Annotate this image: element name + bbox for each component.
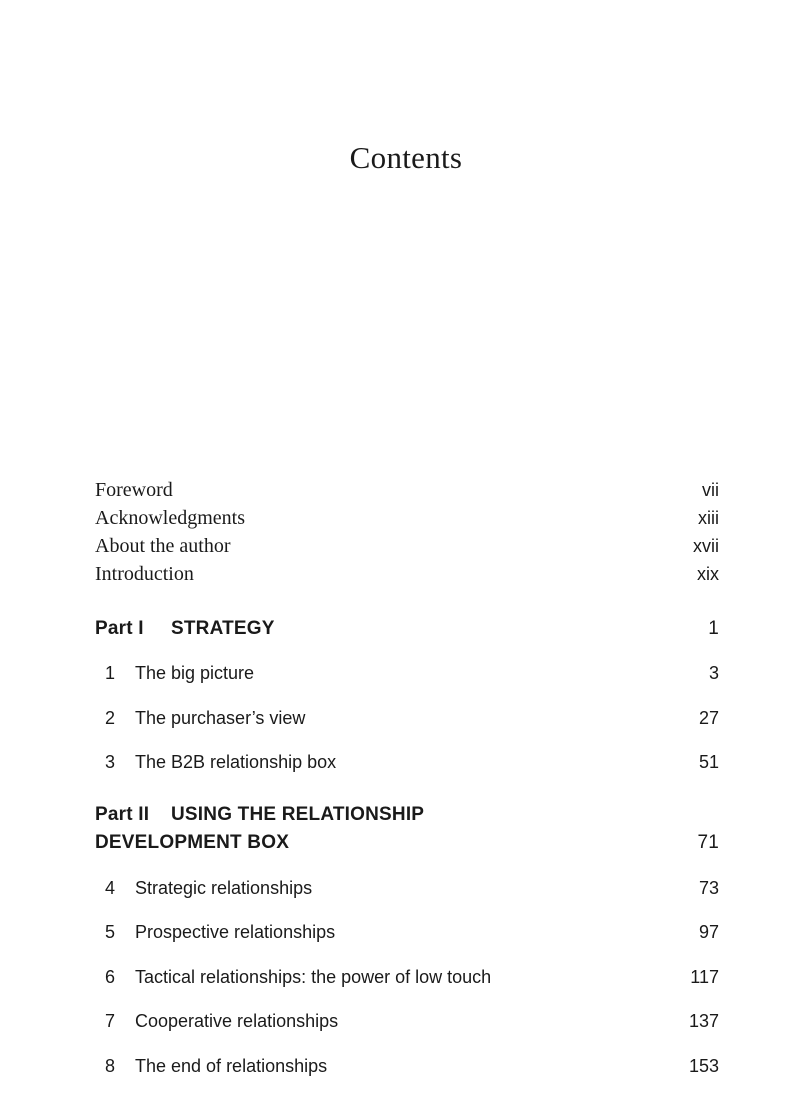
part-title (95, 614, 275, 644)
part-title-text: DEVELOPMENT BOX (95, 832, 290, 853)
chapter-number: 1 (104, 663, 115, 683)
chapter-title: The big picture (135, 663, 255, 683)
toc-entry-page: xix (697, 564, 719, 584)
toc-chapter (95, 1051, 719, 1081)
chapter-title: The purchaser’s view (135, 708, 306, 728)
chapter-number: 4 (104, 878, 115, 898)
chapter-title: Tactical relationships: the power of low touch (135, 967, 492, 987)
toc-entry-page: 97 (698, 922, 719, 942)
page-title: Contents (349, 140, 463, 175)
part-title (95, 800, 424, 830)
toc-entry-page: 137 (688, 1011, 719, 1031)
toc-entry-about-author (95, 531, 719, 561)
toc-entry-page: 3 (708, 663, 719, 683)
toc-entry-label: Foreword (95, 479, 173, 501)
toc-chapter (95, 873, 719, 903)
toc-entry-page: 73 (698, 878, 719, 898)
toc-entry-page: 27 (698, 708, 719, 728)
part-title-text: USING THE RELATIONSHIP (171, 804, 425, 825)
toc-chapter (95, 1006, 719, 1036)
toc-chapter (95, 658, 719, 688)
toc-entry-page: 153 (688, 1056, 719, 1076)
part-number: Part II (95, 804, 150, 825)
toc-part-heading (95, 800, 719, 830)
toc-entry-acknowledgments (95, 503, 719, 533)
toc-entry-page: vii (702, 480, 719, 500)
toc-entry-foreword (95, 475, 719, 505)
toc-entry-page: 51 (698, 752, 719, 772)
toc-chapter (95, 747, 719, 777)
chapter-title: The end of relationships (135, 1056, 328, 1076)
toc-chapter (95, 703, 719, 733)
part-title-text: STRATEGY (171, 618, 275, 639)
chapter-number: 8 (104, 1056, 115, 1076)
toc-entry-introduction (95, 559, 719, 589)
toc-entry-label: Introduction (95, 563, 194, 585)
toc-chapter (95, 917, 719, 947)
toc-entry-page: xiii (698, 508, 719, 528)
toc-entry-page: 71 (697, 832, 719, 853)
toc-entry-label: Acknowledgments (95, 507, 245, 529)
part-number: Part I (95, 618, 144, 639)
chapter-number: 5 (104, 922, 115, 942)
toc-entry-label: About the author (95, 535, 231, 557)
chapter-number: 7 (104, 1011, 115, 1031)
toc-part-heading-continued (95, 828, 719, 858)
toc-entry-page: 1 (708, 618, 719, 639)
chapter-title: Prospective relationships (135, 922, 336, 942)
toc-entry-page: xvii (693, 536, 719, 556)
toc-entry-page: 117 (690, 967, 719, 987)
toc-part-heading (95, 614, 719, 644)
chapter-number: 2 (104, 708, 115, 728)
chapter-title: Strategic relationships (135, 878, 313, 898)
chapter-number: 6 (104, 967, 115, 987)
chapter-title: Cooperative relationships (135, 1011, 339, 1031)
toc-chapter (95, 962, 719, 992)
chapter-number: 3 (104, 752, 115, 772)
chapter-title: The B2B relationship box (135, 752, 337, 772)
